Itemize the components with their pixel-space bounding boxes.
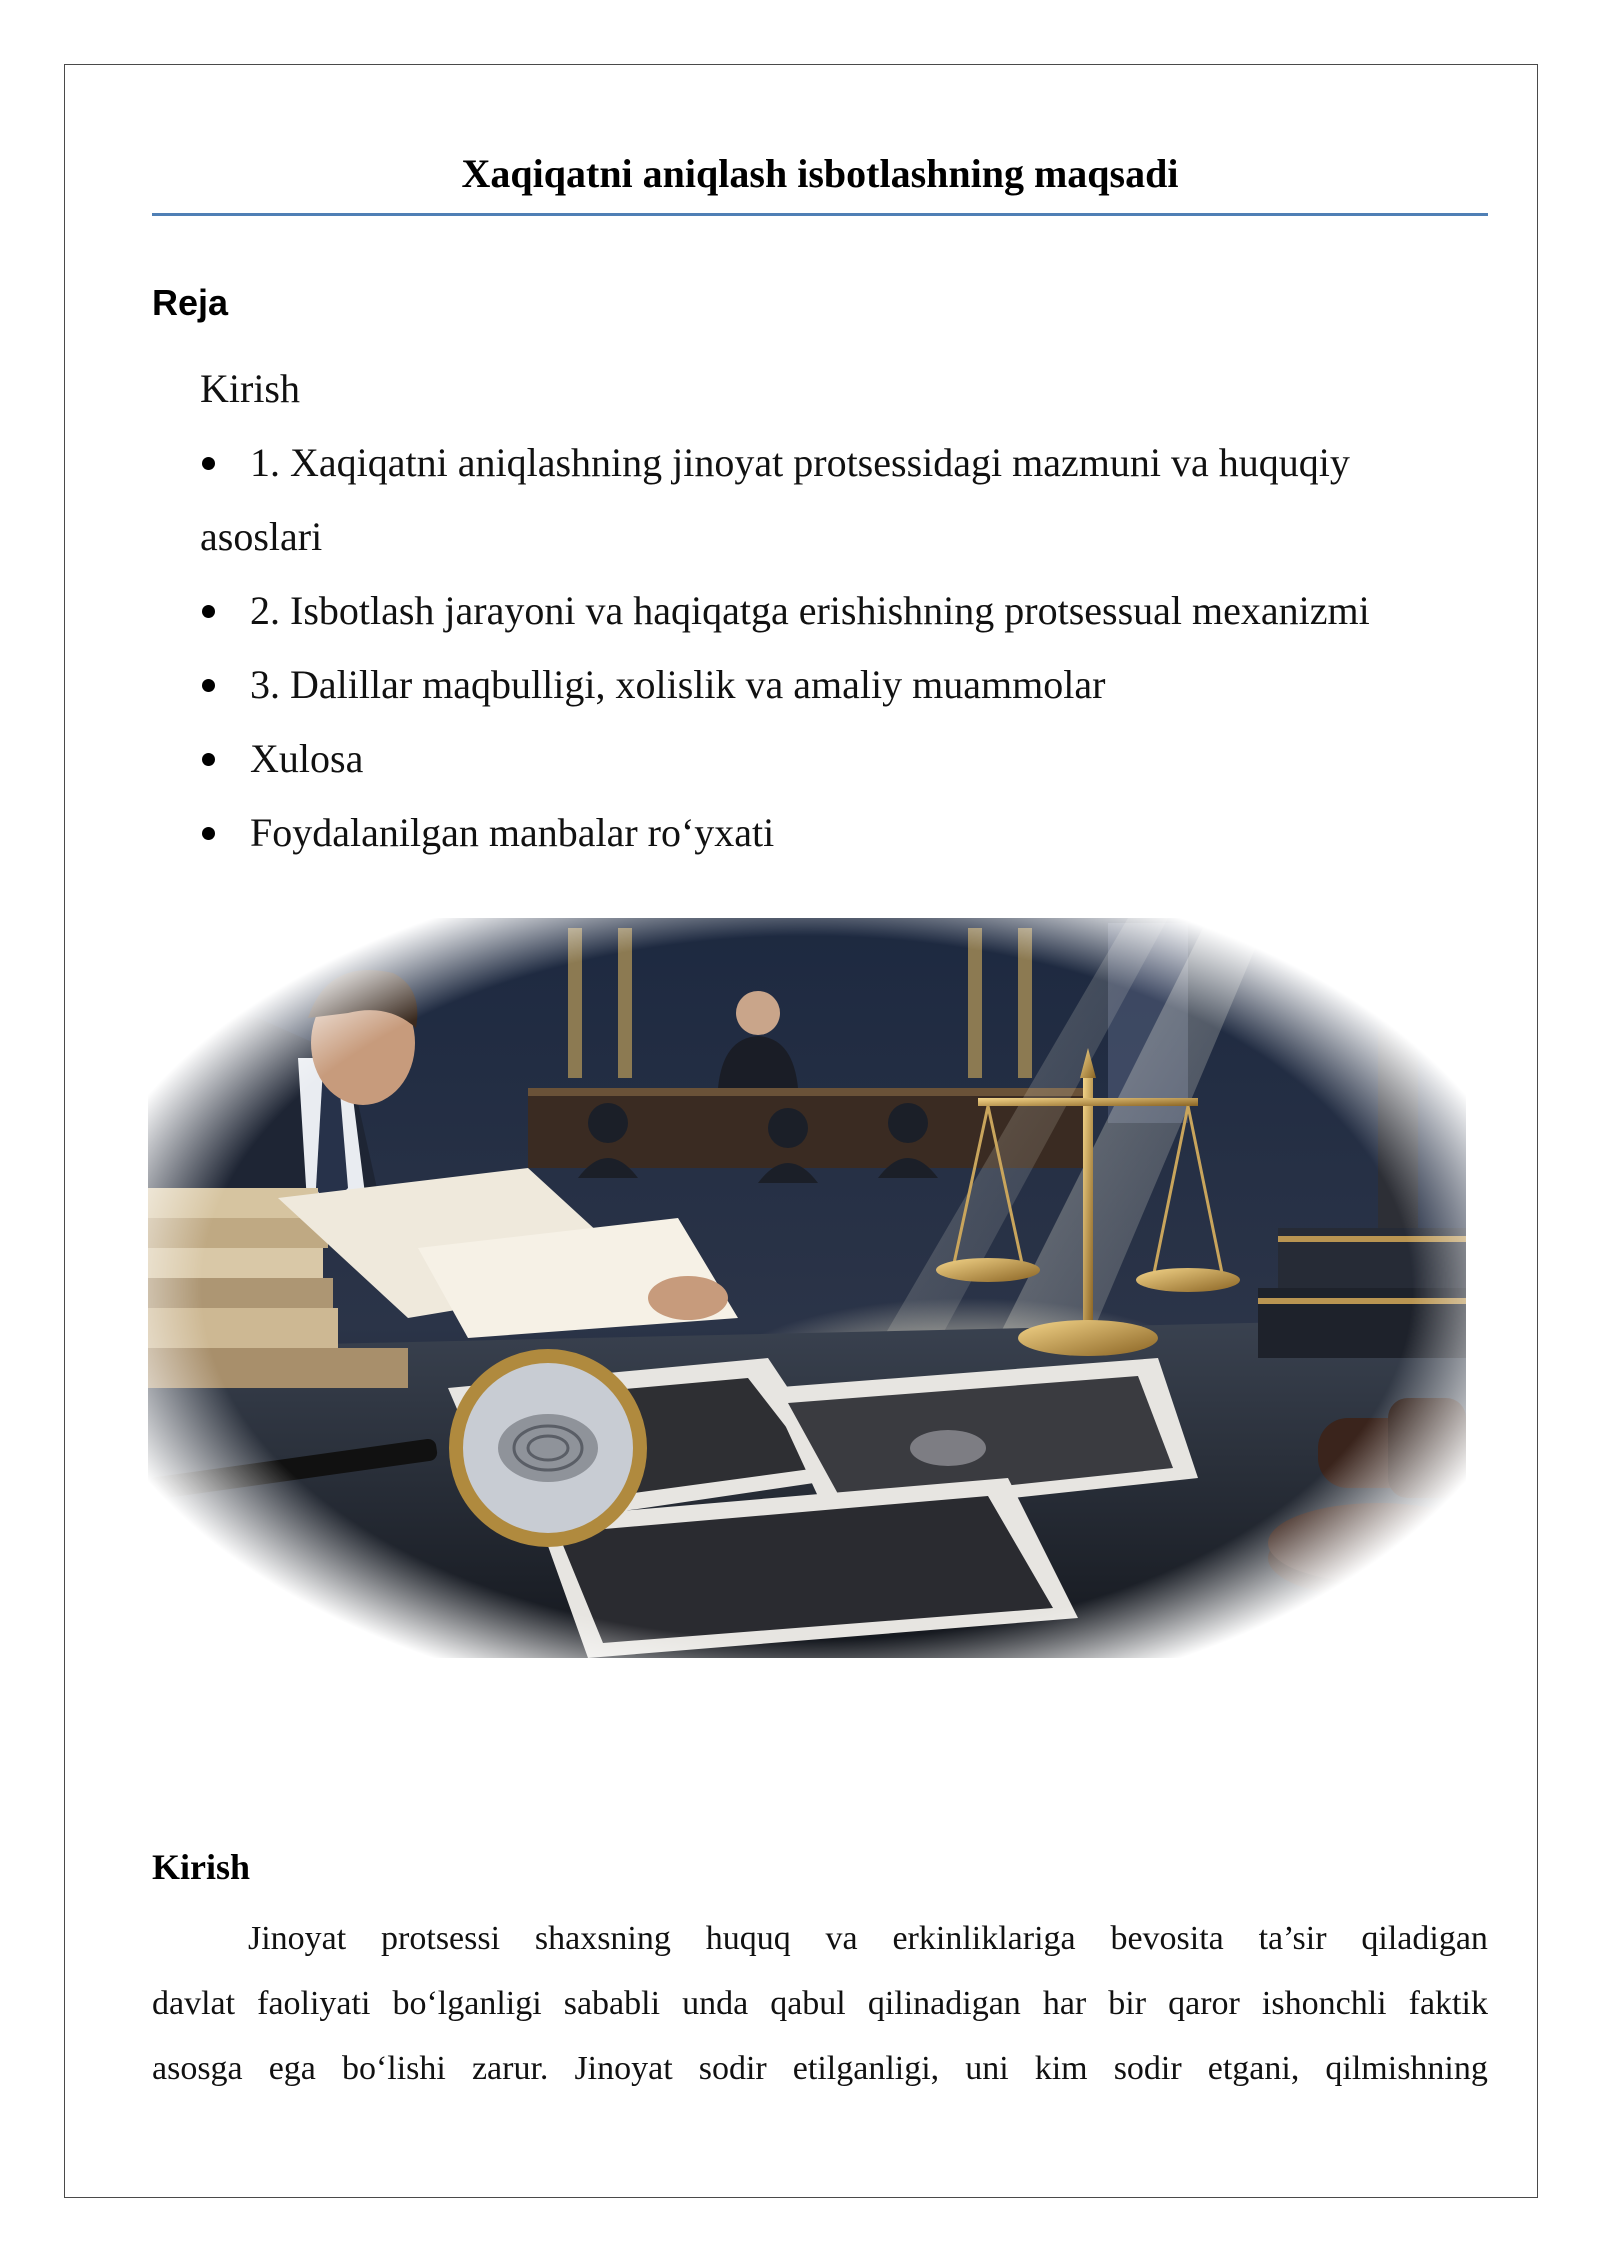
paragraph-word: shaxsning	[534, 1920, 671, 1957]
plan-item-text: 2. Isbotlash jarayoni va haqiqatga erishishning protsessual mexanizmi	[250, 588, 1370, 633]
title-underline	[152, 213, 1488, 216]
paragraph-word: bir	[1108, 1985, 1147, 2022]
courtroom-illustration	[148, 918, 1466, 1658]
plan-item-text: Foydalanilgan manbalar roʻyxati	[250, 810, 775, 855]
plan-item	[200, 574, 1500, 648]
bullet-icon	[202, 605, 215, 618]
bullet-icon	[202, 457, 215, 470]
paragraph-word: qabul	[770, 1985, 846, 2022]
paragraph-word: sababli	[563, 1985, 661, 2022]
paragraph-word: unda	[682, 1985, 749, 2022]
plan-item	[200, 796, 1500, 870]
paragraph-word: huquq	[705, 1920, 791, 1957]
plan-item	[200, 648, 1500, 722]
paragraph-word: erkinliklariga	[892, 1920, 1076, 1957]
paragraph-line	[152, 1971, 1488, 2036]
paragraph-line	[152, 1906, 1488, 1971]
paragraph-word: ishonchli	[1261, 1985, 1387, 2022]
paragraph-word: bevosita	[1110, 1920, 1224, 1957]
paragraph-word: har	[1042, 1985, 1087, 2022]
bullet-icon	[202, 827, 215, 840]
paragraph-word: sodir	[698, 2050, 767, 2087]
bullet-icon	[202, 753, 215, 766]
plan-item	[200, 722, 1500, 796]
paragraph-word: boʻlishi	[341, 2050, 446, 2087]
paragraph-word: uni	[965, 2050, 1009, 2087]
plan-item-continuation: asoslari	[200, 514, 323, 559]
paragraph-word: asosga	[152, 2050, 243, 2087]
plan-item	[200, 426, 1500, 500]
paragraph-word: protsessi	[381, 1920, 501, 1957]
courtroom-illustration-graphic	[148, 918, 1466, 1658]
paragraph-word: qilmishning	[1325, 2050, 1488, 2087]
plan-intro: Kirish	[200, 366, 300, 411]
document-title: Xaqiqatni aniqlash isbotlashning maqsadi	[461, 151, 1179, 196]
plan-item-text: Xulosa	[250, 736, 364, 781]
section-heading: Kirish	[152, 1847, 251, 1887]
paragraph-word: zarur.	[471, 2050, 549, 2087]
plan-list	[200, 352, 1500, 870]
paragraph-line	[152, 2036, 1488, 2101]
paragraph-word: faktik	[1408, 1985, 1488, 2022]
paragraph-word: ta’sir	[1258, 1920, 1327, 1957]
plan-heading: Reja	[152, 282, 229, 323]
paragraph-word: sodir	[1113, 2050, 1182, 2087]
paragraph-word: ega	[268, 2050, 316, 2087]
paragraph-word: Jinoyat	[248, 1920, 347, 1957]
paragraph-word: qilinadigan	[867, 1985, 1021, 2022]
intro-paragraph	[152, 1906, 1488, 2101]
plan-item-text: 1. Xaqiqatni aniqlashning jinoyat protsessidagi mazmuni va huquqiy	[250, 440, 1350, 485]
paragraph-word: boʻlganligi	[392, 1985, 542, 2022]
paragraph-word: qaror	[1168, 1985, 1240, 2022]
paragraph-word: kim	[1034, 2050, 1088, 2087]
paragraph-word: etgani,	[1207, 2050, 1300, 2087]
paragraph-word: qiladigan	[1361, 1920, 1488, 1957]
bullet-icon	[202, 679, 215, 692]
paragraph-word: va	[825, 1920, 858, 1957]
paragraph-word: etilganligi,	[792, 2050, 940, 2087]
plan-item-text: 3. Dalillar maqbulligi, xolislik va amaliy muammolar	[250, 662, 1106, 707]
paragraph-word: faoliyati	[257, 1985, 371, 2022]
paragraph-word: Jinoyat	[574, 2050, 673, 2087]
paragraph-word: davlat	[152, 1985, 236, 2022]
